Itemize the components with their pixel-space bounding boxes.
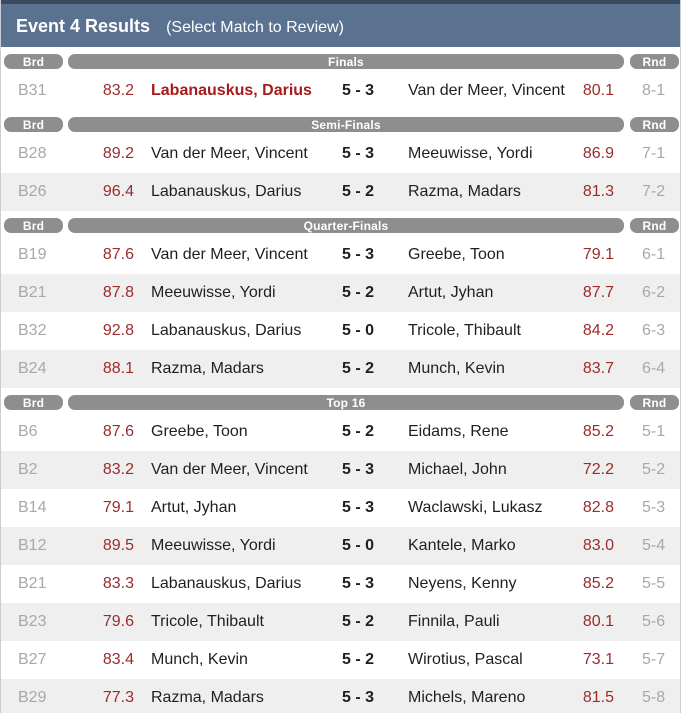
match-score: 5 - 3 <box>342 246 375 263</box>
player2-average: 80.1 <box>582 82 614 99</box>
results-body <box>1 47 680 713</box>
player2-name: Michels, Mareno <box>408 689 526 706</box>
board-number: B23 <box>18 613 47 630</box>
match-score: 5 - 2 <box>342 423 375 440</box>
player2-average: 83.7 <box>582 360 614 377</box>
match-score: 5 - 3 <box>342 689 375 706</box>
brd-column-label: Brd <box>4 218 63 233</box>
board-number: B2 <box>18 461 38 478</box>
player2-average: 73.1 <box>582 651 614 668</box>
board-number: B21 <box>18 575 47 592</box>
match-row[interactable] <box>1 489 680 527</box>
section-header <box>1 215 680 236</box>
match-score: 5 - 3 <box>342 461 375 478</box>
round-number: 5-8 <box>642 689 666 706</box>
player2-average: 86.9 <box>582 145 614 162</box>
player1-name: Meeuwisse, Yordi <box>151 284 276 301</box>
player1-average: 88.1 <box>102 360 134 377</box>
player1-average: 79.6 <box>102 613 134 630</box>
board-number: B31 <box>18 82 47 99</box>
player2-average: 80.1 <box>582 613 614 630</box>
page-subtitle: (Select Match to Review) <box>166 18 344 36</box>
round-number: 6-4 <box>642 360 666 377</box>
player2-average: 79.1 <box>582 246 614 263</box>
rnd-column-label: Rnd <box>630 218 679 233</box>
player2-name: Artut, Jyhan <box>408 284 494 301</box>
round-number: 8-1 <box>642 82 666 99</box>
player1-average: 89.5 <box>102 537 134 554</box>
player1-average: 79.1 <box>102 499 134 516</box>
player1-average: 77.3 <box>102 689 134 706</box>
round-number: 6-3 <box>642 322 666 339</box>
match-row[interactable] <box>1 173 680 211</box>
player2-average: 82.8 <box>582 499 614 516</box>
round-number: 5-5 <box>642 575 666 592</box>
player1-average: 92.8 <box>102 322 134 339</box>
player1-name: Van der Meer, Vincent <box>151 246 308 263</box>
player1-average: 96.4 <box>102 183 134 200</box>
section-header <box>1 114 680 135</box>
match-row[interactable] <box>1 565 680 603</box>
player1-name: Labanauskus, Darius <box>151 183 302 200</box>
board-number: B14 <box>18 499 47 516</box>
player2-name: Kantele, Marko <box>408 537 516 554</box>
player2-average: 81.5 <box>582 689 614 706</box>
player2-name: Neyens, Kenny <box>408 575 517 592</box>
player2-name: Tricole, Thibault <box>408 322 521 339</box>
player2-name: Meeuwisse, Yordi <box>408 145 533 162</box>
match-score: 5 - 3 <box>342 575 375 592</box>
board-number: B24 <box>18 360 47 377</box>
section-header <box>1 392 680 413</box>
player1-average: 83.3 <box>102 575 134 592</box>
player1-name: Razma, Madars <box>151 360 264 377</box>
board-number: B12 <box>18 537 47 554</box>
match-score: 5 - 2 <box>342 183 375 200</box>
player2-average: 83.0 <box>582 537 614 554</box>
match-row[interactable] <box>1 451 680 489</box>
player2-name: Wirotius, Pascal <box>408 651 523 668</box>
player2-name: Greebe, Toon <box>408 246 505 263</box>
round-number: 6-1 <box>642 246 666 263</box>
round-number: 6-2 <box>642 284 666 301</box>
player2-average: 72.2 <box>582 461 614 478</box>
round-number: 5-6 <box>642 613 666 630</box>
rnd-column-label: Rnd <box>630 117 679 132</box>
match-row[interactable] <box>1 72 680 110</box>
player1-average: 87.6 <box>102 246 134 263</box>
match-score: 5 - 3 <box>342 145 375 162</box>
player1-name: Artut, Jyhan <box>151 499 237 516</box>
match-row[interactable] <box>1 413 680 451</box>
board-number: B27 <box>18 651 47 668</box>
match-score: 5 - 0 <box>342 537 375 554</box>
player1-average: 83.2 <box>102 82 134 99</box>
player2-name: Van der Meer, Vincent <box>408 82 565 99</box>
board-number: B29 <box>18 689 47 706</box>
player1-name: Van der Meer, Vincent <box>151 461 308 478</box>
brd-column-label: Brd <box>4 117 63 132</box>
player1-name: Labanauskus, Darius <box>151 575 302 592</box>
player1-name: Meeuwisse, Yordi <box>151 537 276 554</box>
board-number: B32 <box>18 322 47 339</box>
round-number: 7-2 <box>642 183 666 200</box>
match-row[interactable] <box>1 350 680 388</box>
player1-name: Munch, Kevin <box>151 651 248 668</box>
match-row[interactable] <box>1 135 680 173</box>
player2-average: 85.2 <box>582 423 614 440</box>
player1-average: 83.2 <box>102 461 134 478</box>
brd-column-label: Brd <box>4 54 63 69</box>
match-row[interactable] <box>1 641 680 679</box>
player2-average: 87.7 <box>582 284 614 301</box>
round-number: 5-4 <box>642 537 666 554</box>
match-row[interactable] <box>1 236 680 274</box>
board-number: B19 <box>18 246 47 263</box>
player1-average: 87.8 <box>102 284 134 301</box>
round-number: 5-1 <box>642 423 666 440</box>
round-number: 5-7 <box>642 651 666 668</box>
board-number: B21 <box>18 284 47 301</box>
section-title: Semi-Finals <box>68 117 624 132</box>
player2-name: Finnila, Pauli <box>408 613 500 630</box>
results-header <box>1 4 680 47</box>
player1-name: Van der Meer, Vincent <box>151 145 308 162</box>
player1-name: Labanauskus, Darius <box>151 82 312 99</box>
round-number: 7-1 <box>642 145 666 162</box>
player2-name: Waclawski, Lukasz <box>408 499 543 516</box>
match-row[interactable] <box>1 274 680 312</box>
section-title: Quarter-Finals <box>68 218 624 233</box>
match-score: 5 - 3 <box>342 82 375 99</box>
player1-name: Razma, Madars <box>151 689 264 706</box>
section-title: Finals <box>68 54 624 69</box>
match-row[interactable] <box>1 312 680 350</box>
player2-average: 85.2 <box>582 575 614 592</box>
rnd-column-label: Rnd <box>630 395 679 410</box>
match-score: 5 - 2 <box>342 613 375 630</box>
match-score: 5 - 2 <box>342 284 375 301</box>
board-number: B28 <box>18 145 47 162</box>
player1-average: 89.2 <box>102 145 134 162</box>
match-score: 5 - 0 <box>342 322 375 339</box>
match-row[interactable] <box>1 679 680 713</box>
section-title: Top 16 <box>68 395 624 410</box>
player1-name: Labanauskus, Darius <box>151 322 302 339</box>
board-number: B26 <box>18 183 47 200</box>
player2-name: Eidams, Rene <box>408 423 509 440</box>
round-number: 5-3 <box>642 499 666 516</box>
player1-name: Tricole, Thibault <box>151 613 264 630</box>
brd-column-label: Brd <box>4 395 63 410</box>
player2-average: 84.2 <box>582 322 614 339</box>
board-number: B6 <box>18 423 38 440</box>
player2-name: Michael, John <box>408 461 507 478</box>
player1-average: 83.4 <box>102 651 134 668</box>
match-score: 5 - 2 <box>342 651 375 668</box>
match-row[interactable] <box>1 603 680 641</box>
match-score: 5 - 3 <box>342 499 375 516</box>
round-number: 5-2 <box>642 461 666 478</box>
player1-name: Greebe, Toon <box>151 423 248 440</box>
player2-average: 81.3 <box>582 183 614 200</box>
rnd-column-label: Rnd <box>630 54 679 69</box>
player1-average: 87.6 <box>102 423 134 440</box>
player2-name: Razma, Madars <box>408 183 521 200</box>
match-row[interactable] <box>1 527 680 565</box>
section-header <box>1 51 680 72</box>
player2-name: Munch, Kevin <box>408 360 505 377</box>
page-title: Event 4 Results <box>16 16 151 36</box>
match-score: 5 - 2 <box>342 360 375 377</box>
